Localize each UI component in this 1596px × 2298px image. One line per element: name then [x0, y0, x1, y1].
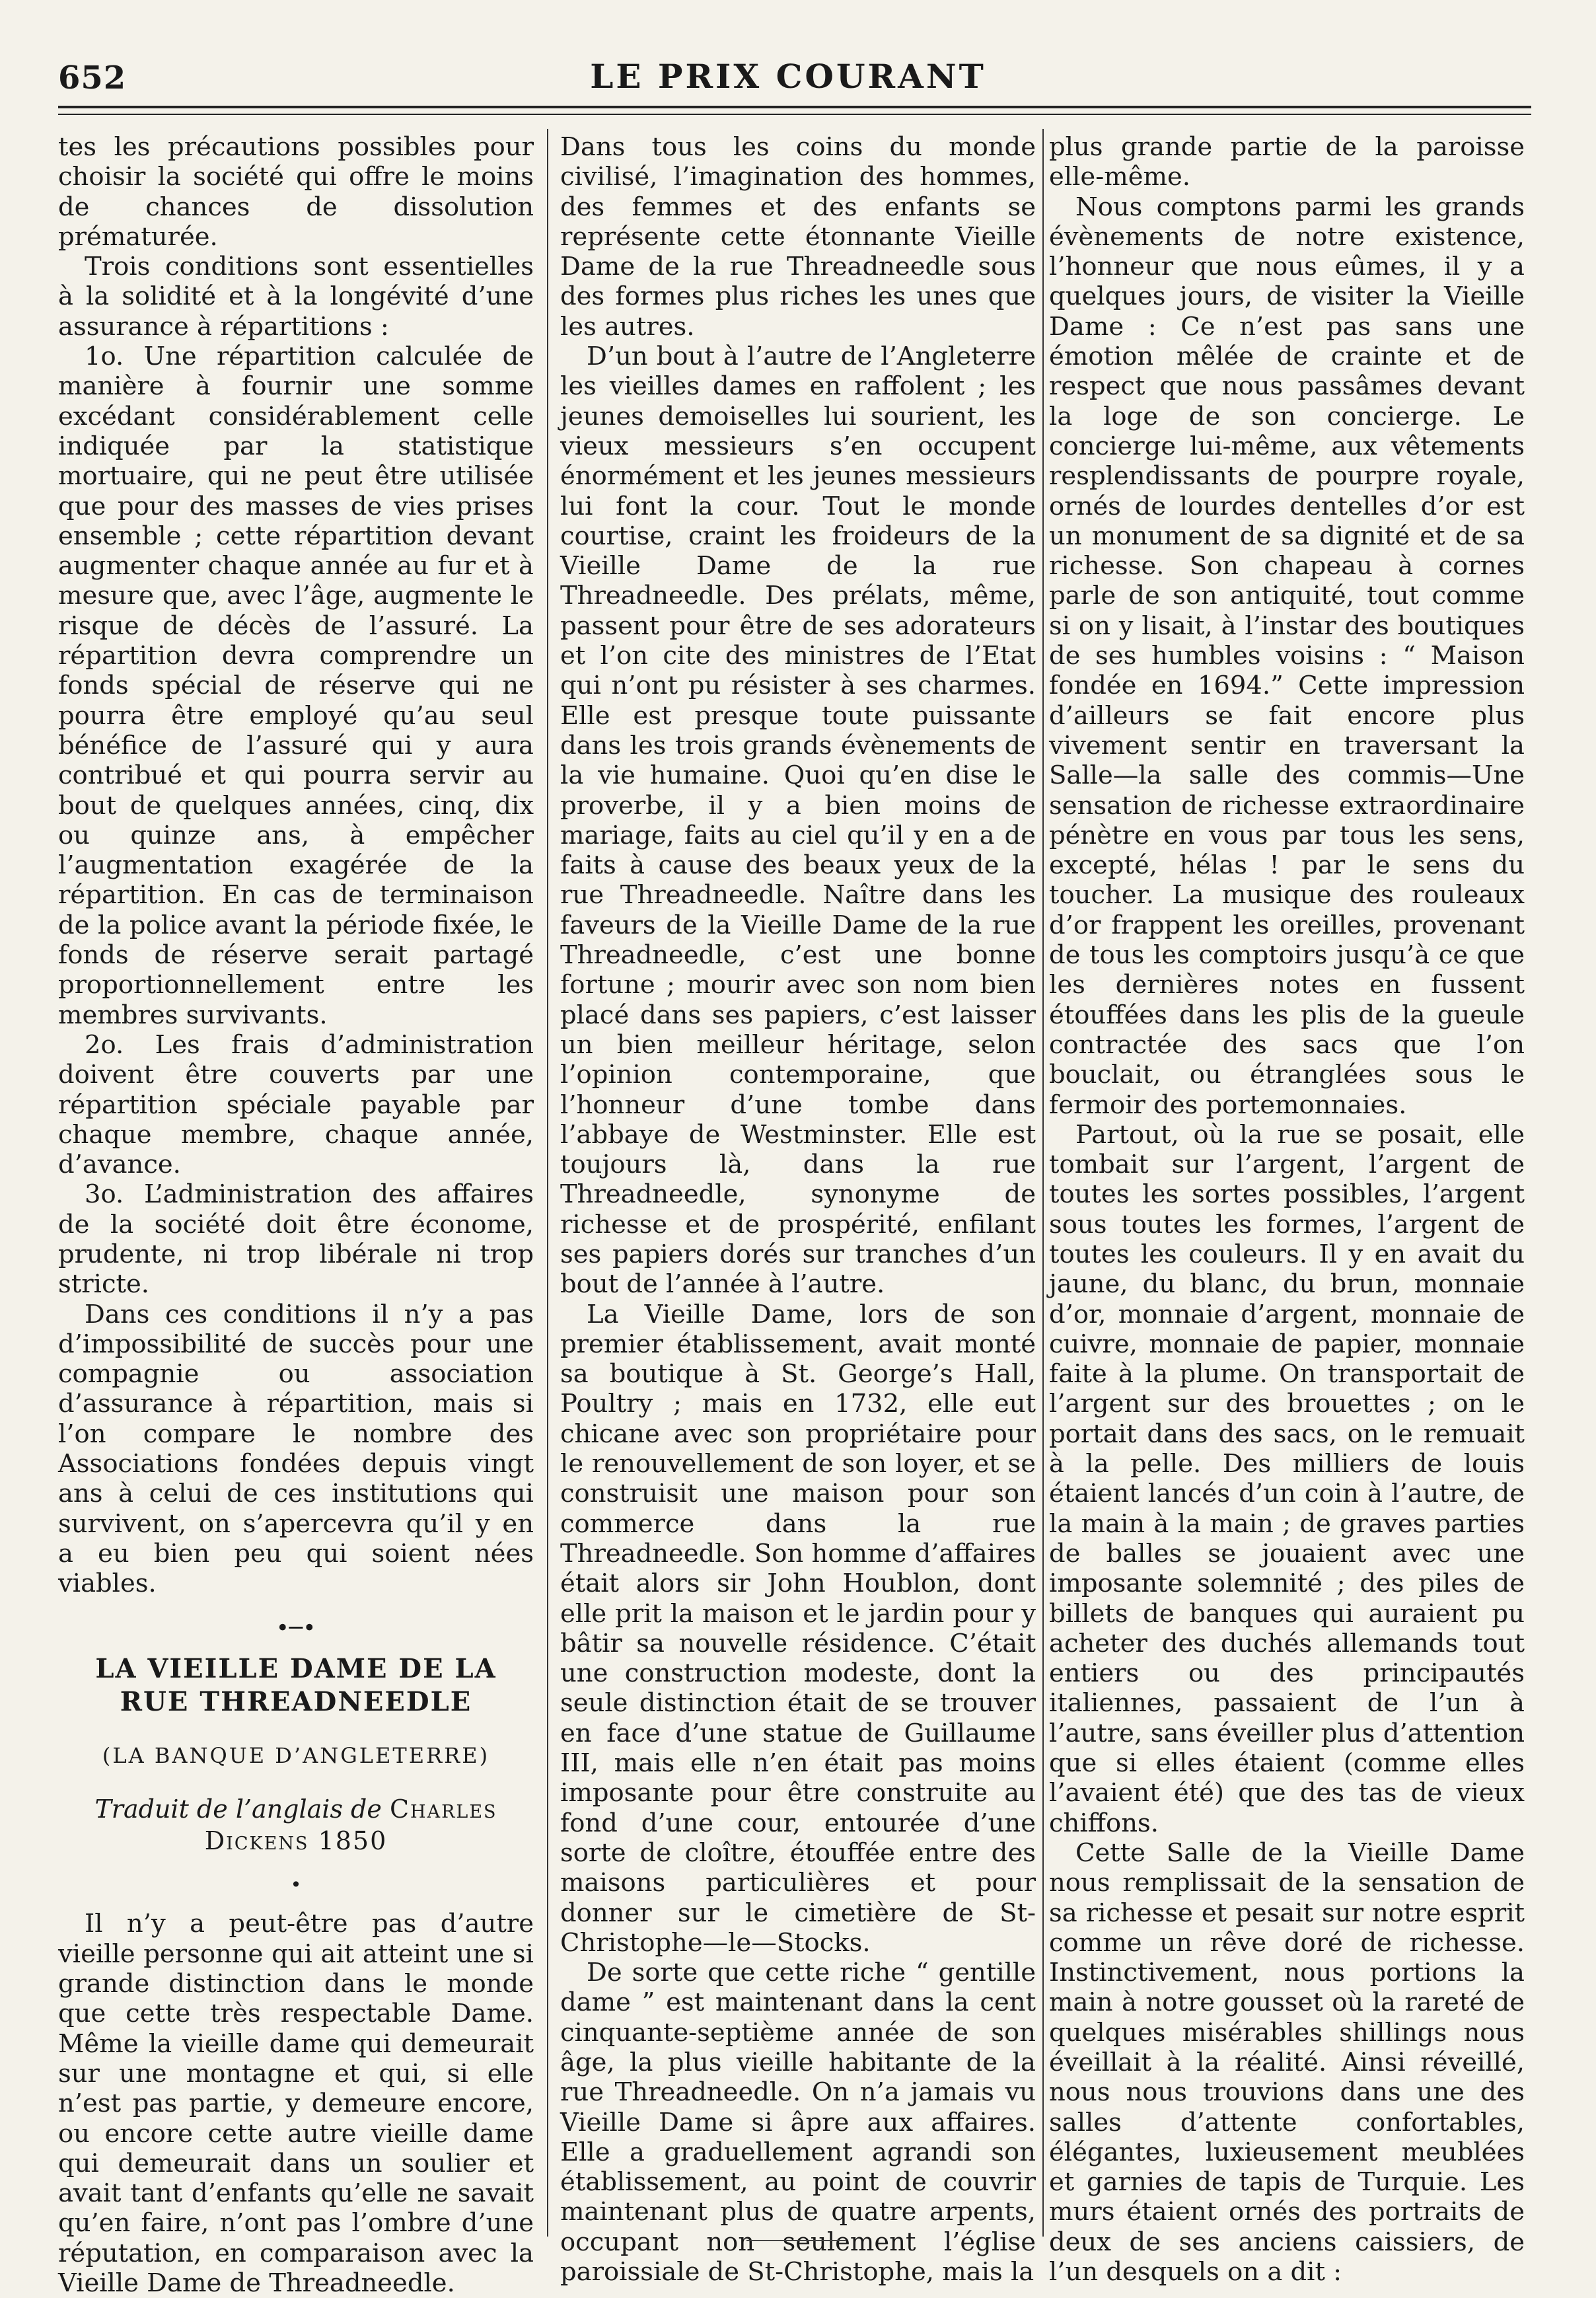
journal-title: LE PRIX COURANT [590, 57, 986, 96]
paragraph: Cette Salle de la Vieille Dame nous remplissait de la sensation de sa richesse et pesait sur notre esprit comme un rêve doré de richesse. Instinctivement, nous portions la main à notre gousset où la rareté de quelques misérables shillings nous éveillait à la réalité. Ainsi réveillé, nous nous trouvions dans une des salles d’attente confortables, élégantes, luxieusement meublées et garnies de tapis de Turquie. Les murs étaient ornés des portraits de deux de ses anciens caissiers, de l’un desquels on a dit : [1049, 1837, 1525, 2287]
attribution [58, 1793, 534, 1857]
page-header [58, 40, 1518, 112]
column-2 [560, 132, 1036, 2287]
paragraph: De sorte que cette riche “ gentille dame ” est maintenant dans la cent cinquante-septième année de son âge, la plus vieille habitante de la rue Threadneedle. On n’a jamais vu Vieille Dame si âpre aux affaires. Elle a graduellement agrandi son établissement, au point de couvrir maintenant plus de quatre arpents, occupant non seulement l’église paroissiale de St-Christophe, mais la [560, 1958, 1036, 2287]
column-3 [1049, 132, 1525, 2287]
header-rule-thin [58, 114, 1531, 115]
header-rule [58, 106, 1531, 108]
page-number: 652 [58, 59, 127, 96]
article-subtitle: (LA BANQUE D’ANGLETERRE) [102, 1742, 490, 1768]
footer-rule [746, 2240, 846, 2241]
paragraph: Partout, où la rue se posait, elle tombait sur l’argent, l’argent de toutes les sortes possibles, l’argent sous toutes les formes, l’argent de toutes les couleurs. Il y en avait du jaune, du blanc, du brun, monnaie d’or, monnaie d’argent, monnaie de cuivre, monnaie de papier, monnaie faite à la plume. On transportait de l’argent sur des brouettes ; on le portait dans des sacs, on le remuait à la pelle. Des milliers de louis étaient lancés d’un coin à l’autre, de la main à la main ; de graves parties de balles se jouaient avec une imposante solemnité ; des piles de billets de banques qui auraient pu acheter des duchés allemands tout entiers ou des principautés italiennes, passaient de l’un à l’autre, sans éveiller plus d’attention que si elles étaient (comme elles l’avaient été) que des tas de vieux chiffons. [1049, 1119, 1525, 1838]
paragraph: Dans ces conditions il n’y a pas d’impossibilité de succès pour une compagnie ou association d’assurance à répartition, mais si l’on compare le nombre des Associations fondées depuis vingt ans à celui de ces institutions qui survivent, on s’apercevra qu’il y en a eu bien peu qui soient nées viables. [58, 1299, 534, 1599]
paragraph: Dans tous les coins du monde civilisé, l’imagination des hommes, des femmes et des enfants se représente cette étonnante Vieille Dame de la rue Threadneedle sous des formes plus riches les unes que les autres. [560, 132, 1036, 342]
paragraph: plus grande partie de la paroisse elle-même. [1049, 132, 1525, 192]
paragraph: Nous comptons parmi les grands évènements de notre existence, l’honneur que nous eûmes, il y a quelques jours, de visiter la Vieille Dame : Ce n’est pas sans une émotion mêlée de crainte et de respect que nous passâmes devant la loge de son concierge. Le concierge lui-même, aux vêtements resplendissants de pourpre royale, ornés de lourdes dentelles d’or est un monument de sa dignité et de sa richesse. Son chapeau à cornes parle de son antiquité, tout comme si on y lisait, à l’instar des boutiques de ses humbles voisins : “ Maison fondée en 1694.” Cette impression d’ailleurs se fait encore plus vivement sentir en traversant la Salle—la salle des commis—Une sensation de richesse extraordinaire pénètre en vous par tous les sens, excepté, hélas ! par le sens du toucher. La musique des rouleaux d’or frappent les oreilles, provenant de tous les comptoirs jusqu’à ce que les dernières notes en fussent étouffées dans les plis de la gueule contractée des sacs que l’on bouclait, ou étranglées sous le fermoir des portemonnaies. [1049, 192, 1525, 1120]
paragraph: tes les précautions possibles pour choisir la société qui offre le moins de chances de dissolution prématurée. [58, 132, 534, 252]
article-title: LA VIEILLE DAME DE LA RUE THREADNEEDLE [95, 1652, 497, 1717]
paragraph: La Vieille Dame, lors de son premier établissement, avait monté sa boutique à St. George’s Hall, Poultry ; mais en 1732, elle eut chicane avec son propriétaire pour le renouvellement de son loyer, et se construisit une maison pour son commerce dans la rue Threadneedle. Son homme d’affaires était alors sir John Houblon, dont elle prit la maison et le jardin pour y bâtir sa nouvelle résidence. C’était une construction modeste, dont la seule distinction était de se trouver en face d’une statue de Guillaume III, mais elle n’en était pas moins imposante pour être construite au fond d’une cour, entourée d’une sorte de cloître, étouffée entre des maisons particulières et pour donner sur le cimetière de St-Christophe—le—Stocks. [560, 1299, 1036, 1958]
paragraph: 2o. Les frais d’administration doivent être couverts par une répartition spéciale payable par chaque membre, chaque année, d’avance. [58, 1029, 534, 1180]
ornament-dot: • [290, 1874, 302, 1896]
translated-from: Traduit de l’anglais de [94, 1795, 382, 1824]
paragraph: D’un bout à l’autre de l’Angleterre les vieilles dames en raffolent ; les jeunes demoiselles lui sourient, les vieux messieurs s’en occupent énormément et les jeunes messieurs lui font la cour. Tout le monde courtise, craint les froideurs de la Vieille Dame de la rue Threadneedle. Des prélats, même, passent pour être de ses adorateurs et l’on cite des ministres de l’Etat qui n’ont pu résister à ses charmes. Elle est presque toute puissante dans les trois grands évènements de la vie humaine. Quoi qu’en dise le proverbe, il y a bien moins de mariage, faits au ciel qu’il y en a de faits à cause des beaux yeux de la rue Threadneedle. Naître dans les faveurs de la Vieille Dame de la rue Threadneedle, c’est une bonne fortune ; mourir avec son nom bien placé dans ses papiers, c’est laisser un bien meilleur héritage, selon l’opinion contemporaine, que l’honneur d’une tombe dans l’abbaye de Westminster. Elle est toujours là, dans la rue Threadneedle, synonyme de richesse et de prospérité, enfilant ses papiers dorés sur tranches d’un bout de l’année à l’autre. [560, 342, 1036, 1300]
column-divider [1042, 129, 1044, 2237]
article-heading-block [58, 1613, 534, 1900]
paragraph: Trois conditions sont essentielles à la solidité et à la longévité d’une assurance à répartitions : [58, 252, 534, 342]
column-divider [547, 129, 548, 2237]
paragraph: 1o. Une répartition calculée de manière à fournir une somme excédant considérablement celle indiquée par la statistique mortuaire, qui ne peut être utilisée que pour des masses de vies prises ensemble ; cette répartition devant augmenter chaque année au fur et à mesure que, avec l’âge, augmente le risque de décès de l’assuré. La répartition devra comprendre un fonds spécial de réserve qui ne pourra être employé qu’au seul bénéfice de l’assuré qui y aura contribué et qui pourra servir au bout de quelques années, cinq, dix ou quinze ans, à empêcher l’augmentation exagérée de la répartition. En cas de terminaison de la police avant la période fixée, le fonds de réserve serait partagé proportionnellement entre les membres survivants. [58, 342, 534, 1030]
paragraph: Il n’y a peut-être pas d’autre vieille personne qui ait atteint une si grande distinction dans le monde que cette très respectable Dame. Même la vieille dame qui demeurait sur une montagne et qui, si elle n’est pas partie, y demeure encore, ou encore cette autre vieille dame qui demeurait dans un soulier et avait tant d’enfants qu’elle ne savait qu’en faire, n’ont pas l’ombre d’une réputation, en comparaison avec la Vieille Dame de Threadneedle. [58, 1909, 534, 2298]
paragraph: 3o. L’administration des affaires de la société doit être économe, prudente, ni trop libérale ni trop stricte. [58, 1179, 534, 1300]
ornament-divider: •─• [275, 1614, 316, 1641]
column-1 [58, 132, 534, 2298]
author-name: Charles Dickens 1850 [204, 1795, 497, 1856]
